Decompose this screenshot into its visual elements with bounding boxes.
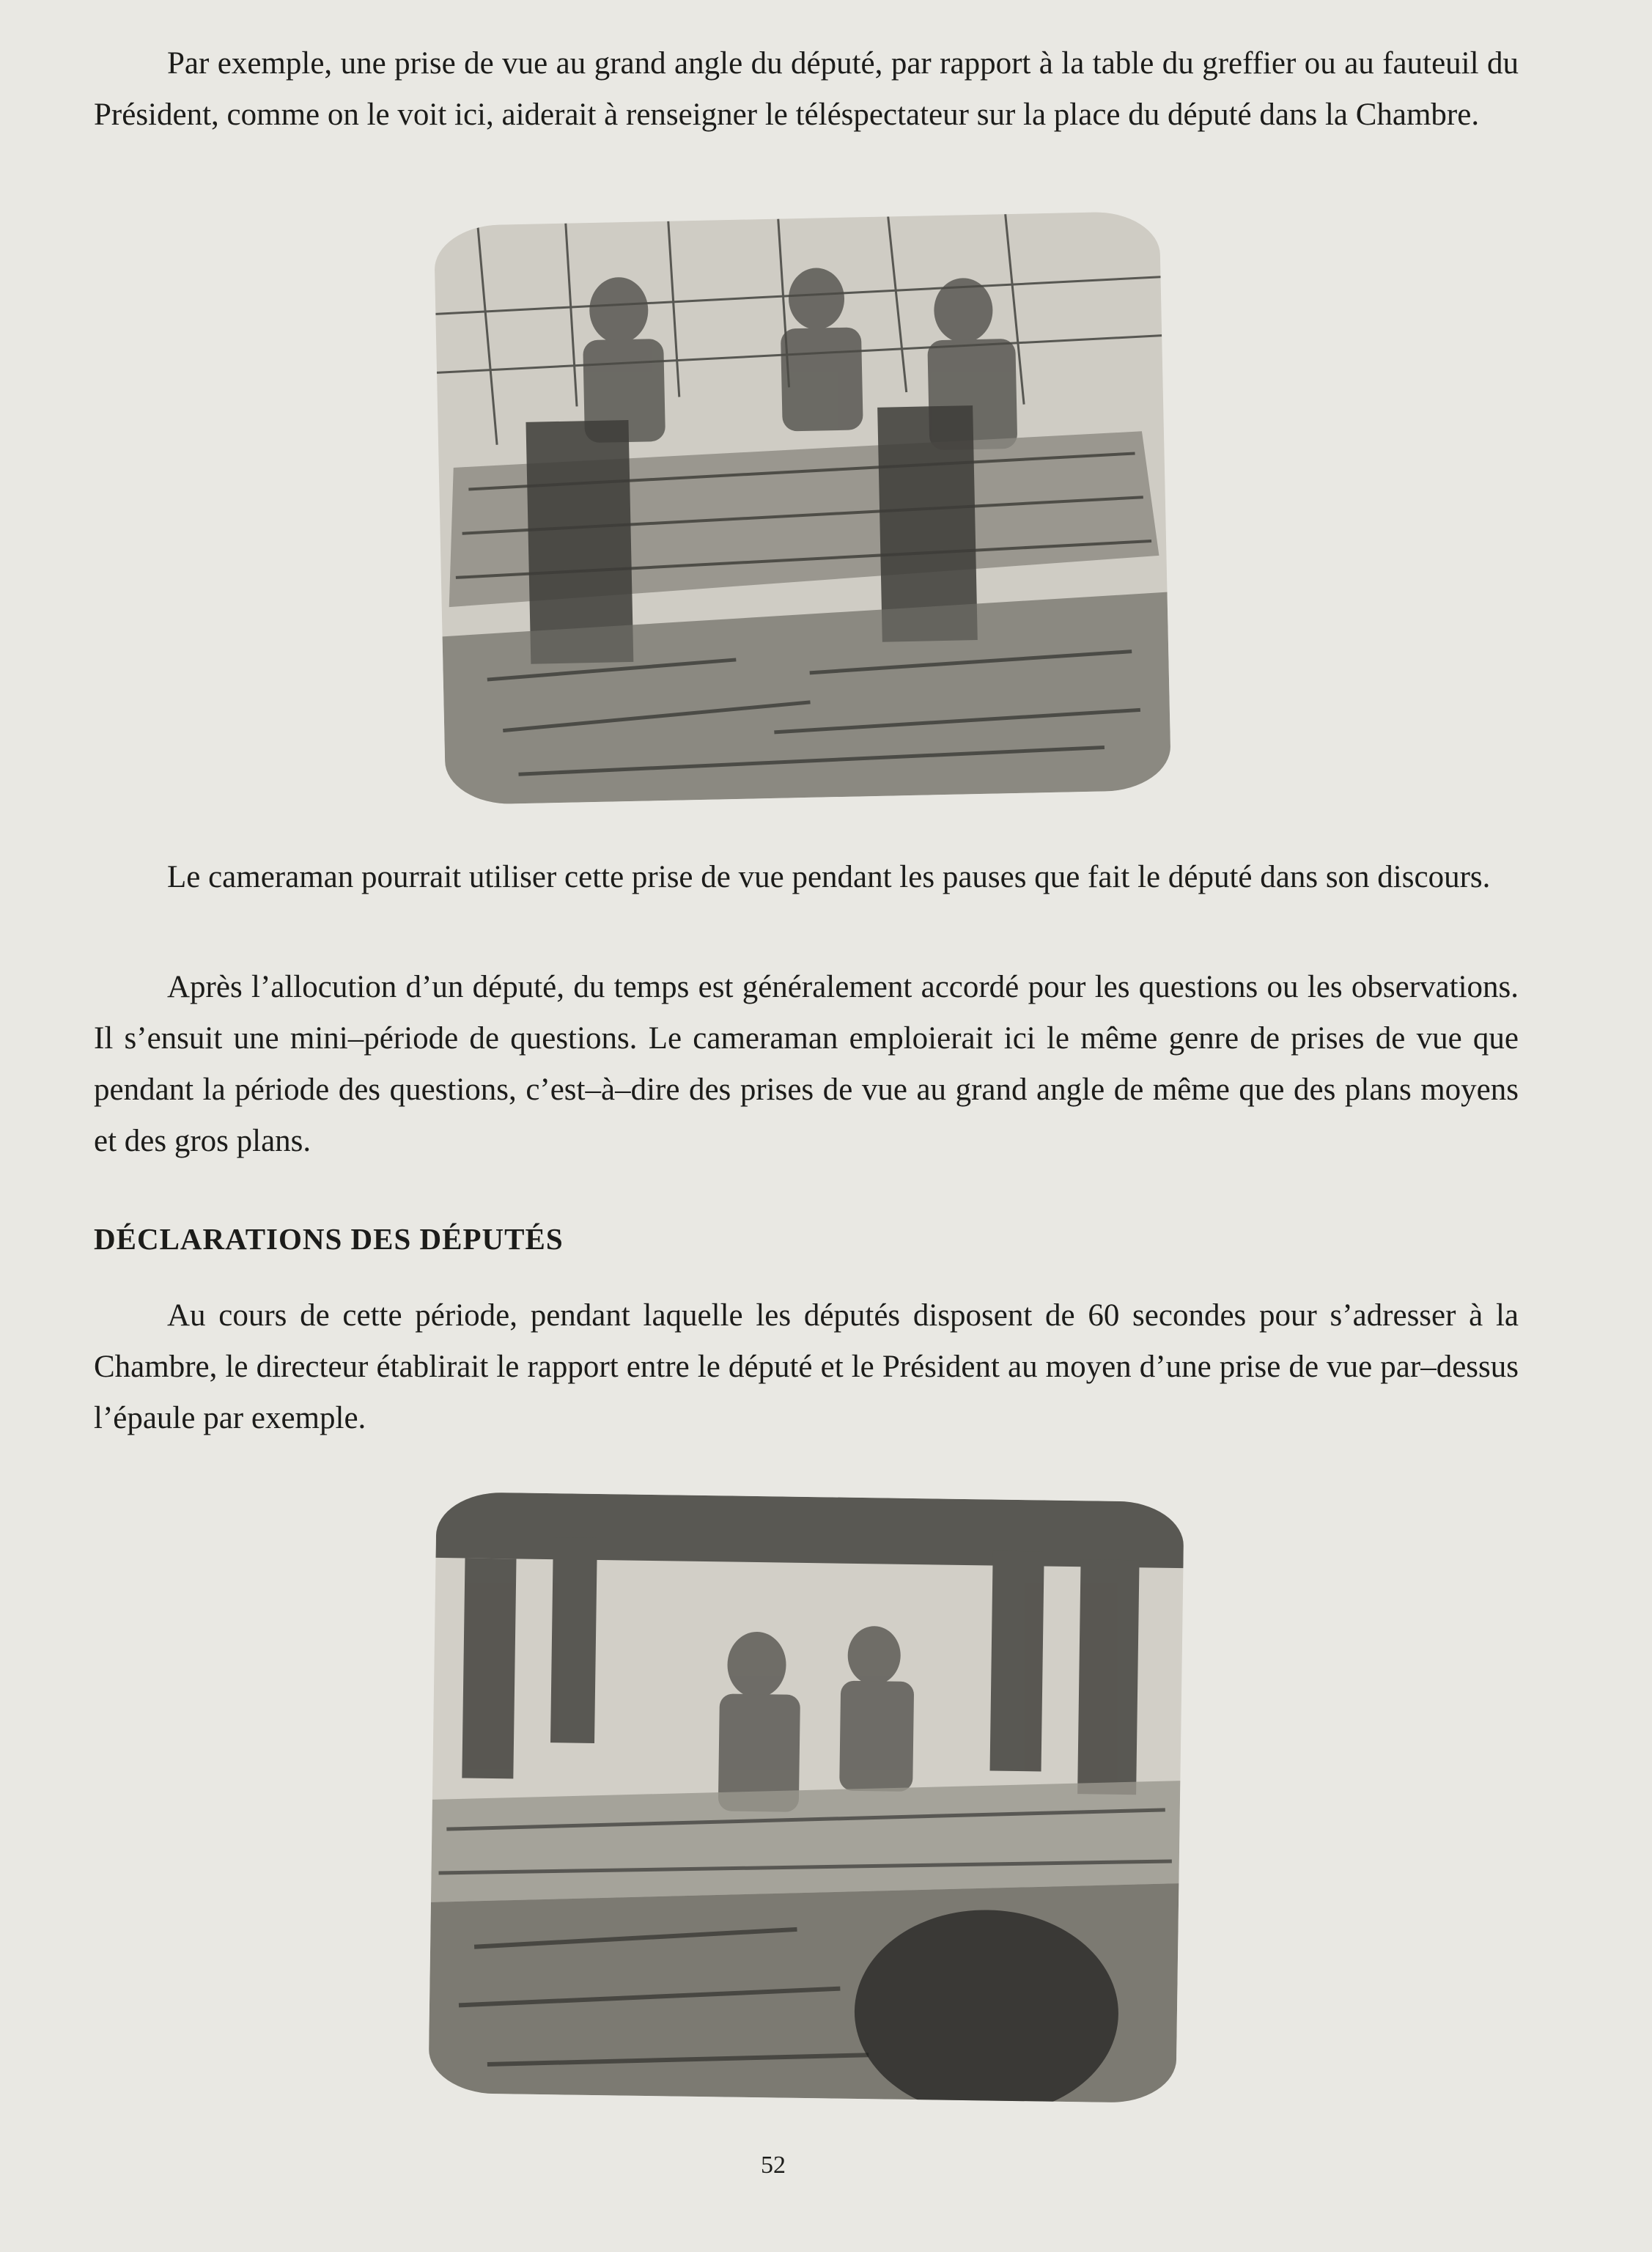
paragraph-wide-angle: Par exemple, une prise de vue au grand angle du député, par rapport à la table du greffier ou au fauteuil du Président, comme on le voit ici, aiderait à renseigner le téléspectateur sur la place du député dans la Chambre. [94,46,1519,132]
paragraph-after-speech: Après l’allocution d’un député, du temps est généralement accordé pour les questions ou les observations. Il s’ensuit une mini–période de questions. Le cameraman emploierait ici le même genre de prises de vue que pendant la période des questions, c’est–à–dire des prises de vue au grand angle de même que des plans moyens et des gros plans. [94,970,1519,1158]
illustration-over-shoulder-shot [428,1492,1184,2103]
illustration-wide-angle-shot [434,211,1171,806]
paragraph-statements-period: Au cours de cette période, pendant laquelle les députés disposent de 60 secondes pour s’adresser à la Chambre, le directeur établirait le rapport entre le député et le Président au moyen d’une prise de vue par–dessus l’épaule par exemple. [94,1298,1519,1435]
paragraph-cameraman-pauses: Le cameraman pourrait utiliser cette prise de vue pendant les pauses que fait le député dans son discours. [167,860,1491,894]
section-heading: DÉCLARATIONS DES DÉPUTÉS [94,1222,564,1256]
page-number: 52 [761,2152,786,2179]
